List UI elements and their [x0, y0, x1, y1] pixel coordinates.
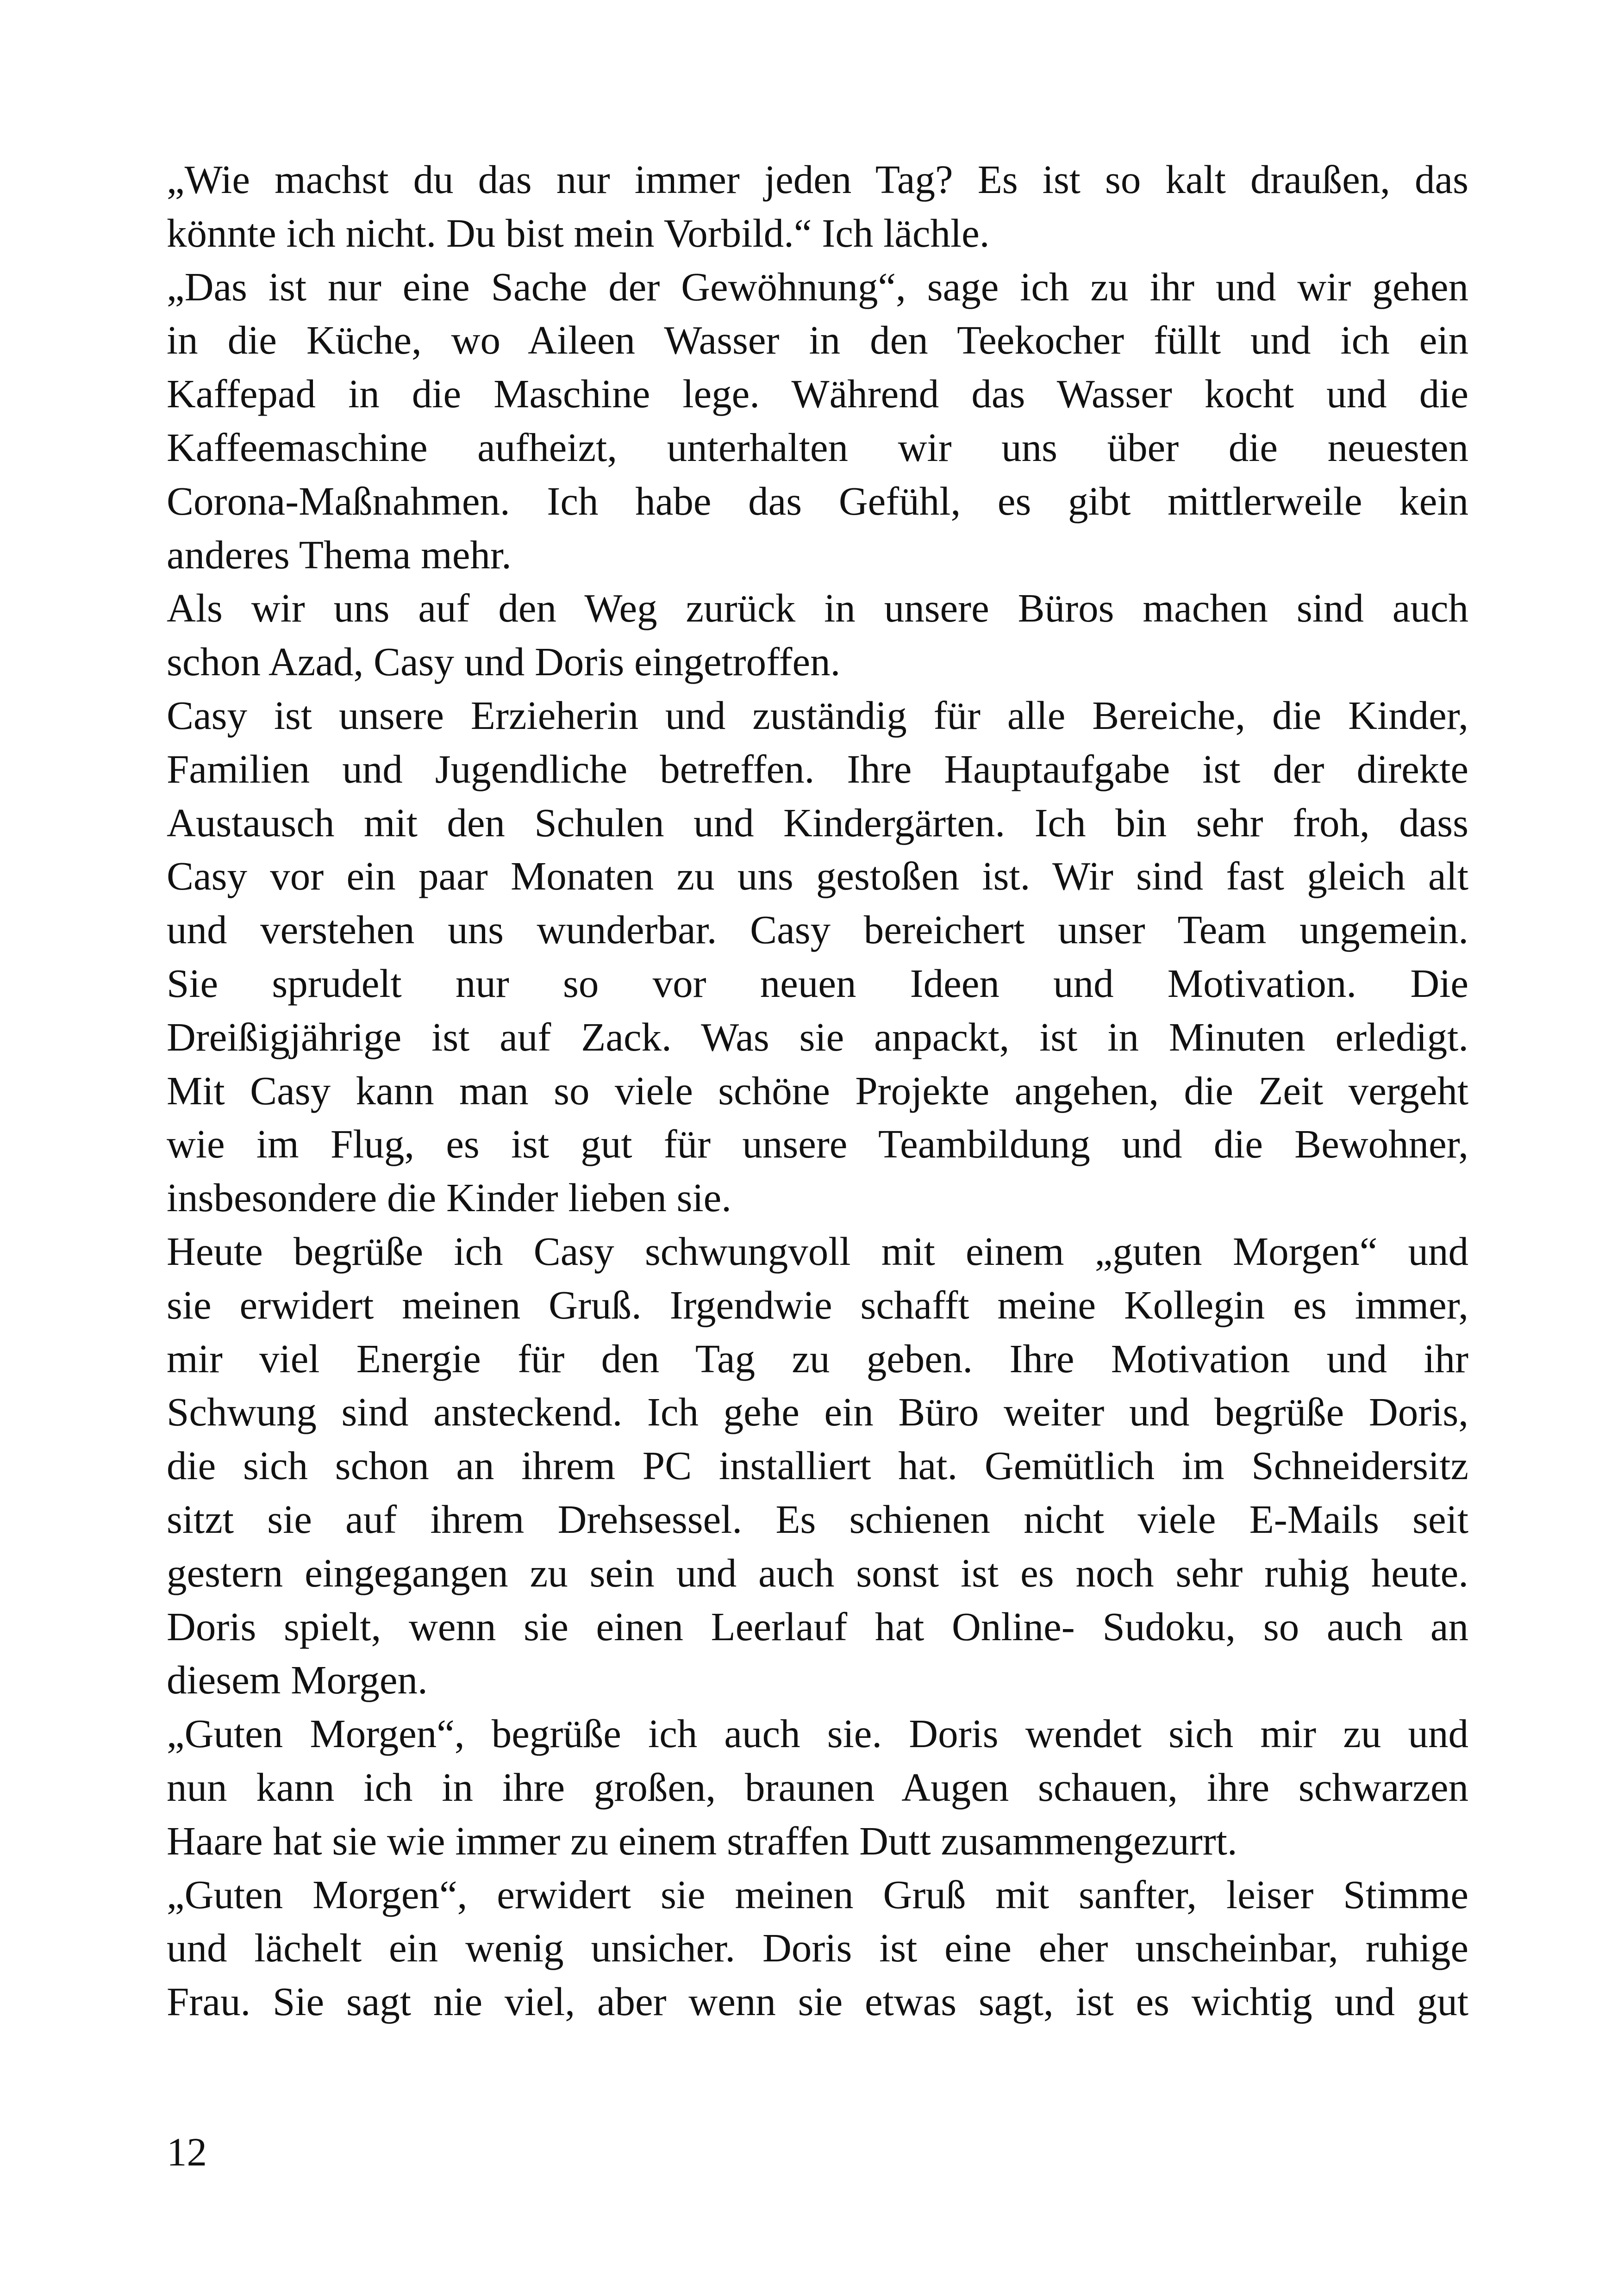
text-line: Sie sprudelt nur so vor neuen Ideen und Motivation. Die — [167, 960, 1468, 1006]
text-line: Heute begrüße ich Casy schwungvoll mit einem „guten Morgen“ und — [167, 1228, 1468, 1274]
text-line: die sich schon an ihrem PC installiert hat. Gemütlich im Schneidersitz — [167, 1443, 1468, 1488]
text-line: „Wie machst du das nur immer jeden Tag? Es ist so kalt draußen, das — [167, 157, 1468, 202]
text-line: Schwung sind ansteckend. Ich gehe ein Büro weiter und begrüße Doris, — [167, 1389, 1468, 1435]
text-line: Corona-Maßnahmen. Ich habe das Gefühl, es gibt mittlerweile kein — [167, 478, 1468, 523]
text-line: wie im Flug, es ist gut für unsere Teambildung und die Bewohner, — [167, 1121, 1468, 1167]
text-line: Als wir uns auf den Weg zurück in unsere Büros machen sind auch — [167, 585, 1468, 631]
text-line: „Guten Morgen“, erwidert sie meinen Gruß mit sanfter, leiser Stimme — [167, 1872, 1468, 1917]
text-line: Austausch mit den Schulen und Kindergärten. Ich bin sehr froh, dass — [167, 800, 1468, 845]
text-line: gestern eingegangen zu sein und auch sonst ist es noch sehr ruhig heute. — [167, 1550, 1468, 1595]
text-line: Dreißigjährige ist auf Zack. Was sie anpackt, ist in Minuten erledigt. — [167, 1014, 1468, 1059]
text-line: Casy ist unsere Erzieherin und zuständig für alle Bereiche, die Kinder, — [167, 692, 1468, 738]
text-line: Mit Casy kann man so viele schöne Projekte angehen, die Zeit vergeht — [167, 1068, 1468, 1113]
body-text — [167, 153, 1468, 2028]
text-line: insbesondere die Kinder lieben sie. — [167, 1175, 732, 1220]
text-line: diesem Morgen. — [167, 1657, 428, 1703]
page-number: 12 — [167, 2129, 207, 2174]
text-line: Frau. Sie sagt nie viel, aber wenn sie etwas sagt, ist es wichtig und gut — [167, 1979, 1468, 2024]
text-line: nun kann ich in ihre großen, braunen Augen schauen, ihre schwarzen — [167, 1764, 1468, 1810]
text-line: und verstehen uns wunderbar. Casy bereichert unser Team ungemein. — [167, 907, 1468, 952]
text-line: könnte ich nicht. Du bist mein Vorbild.“ Ich lächle. — [167, 210, 990, 255]
text-line: Casy vor ein paar Monaten zu uns gestoßen ist. Wir sind fast gleich alt — [167, 853, 1468, 899]
text-line: Kaffepad in die Maschine lege. Während das Wasser kocht und die — [167, 371, 1468, 417]
text-line: mir viel Energie für den Tag zu geben. Ihre Motivation und ihr — [167, 1336, 1468, 1381]
text-line: und lächelt ein wenig unsicher. Doris ist eine eher unscheinbar, ruhige — [167, 1925, 1468, 1971]
text-line: anderes Thema mehr. — [167, 532, 512, 577]
text-line: „Das ist nur eine Sache der Gewöhnung“, sage ich zu ihr und wir gehen — [167, 264, 1468, 309]
text-line: Familien und Jugendliche betreffen. Ihre Hauptaufgabe ist der direkte — [167, 746, 1468, 791]
text-line: Haare hat sie wie immer zu einem straffen Dutt zusammengezurrt. — [167, 1818, 1237, 1863]
text-line: in die Küche, wo Aileen Wasser in den Teekocher füllt und ich ein — [167, 317, 1468, 363]
text-line: „Guten Morgen“, begrüße ich auch sie. Doris wendet sich mir zu und — [167, 1711, 1468, 1756]
text-line: Kaffeemaschine aufheizt, unterhalten wir uns über die neuesten — [167, 424, 1468, 470]
text-line: Doris spielt, wenn sie einen Leerlauf hat Online- Sudoku, so auch an — [167, 1604, 1468, 1649]
text-line: sitzt sie auf ihrem Drehsessel. Es schienen nicht viele E-Mails seit — [167, 1496, 1468, 1542]
text-line: sie erwidert meinen Gruß. Irgendwie schafft meine Kollegin es immer, — [167, 1282, 1468, 1327]
text-line: schon Azad, Casy und Doris eingetroffen. — [167, 639, 841, 684]
